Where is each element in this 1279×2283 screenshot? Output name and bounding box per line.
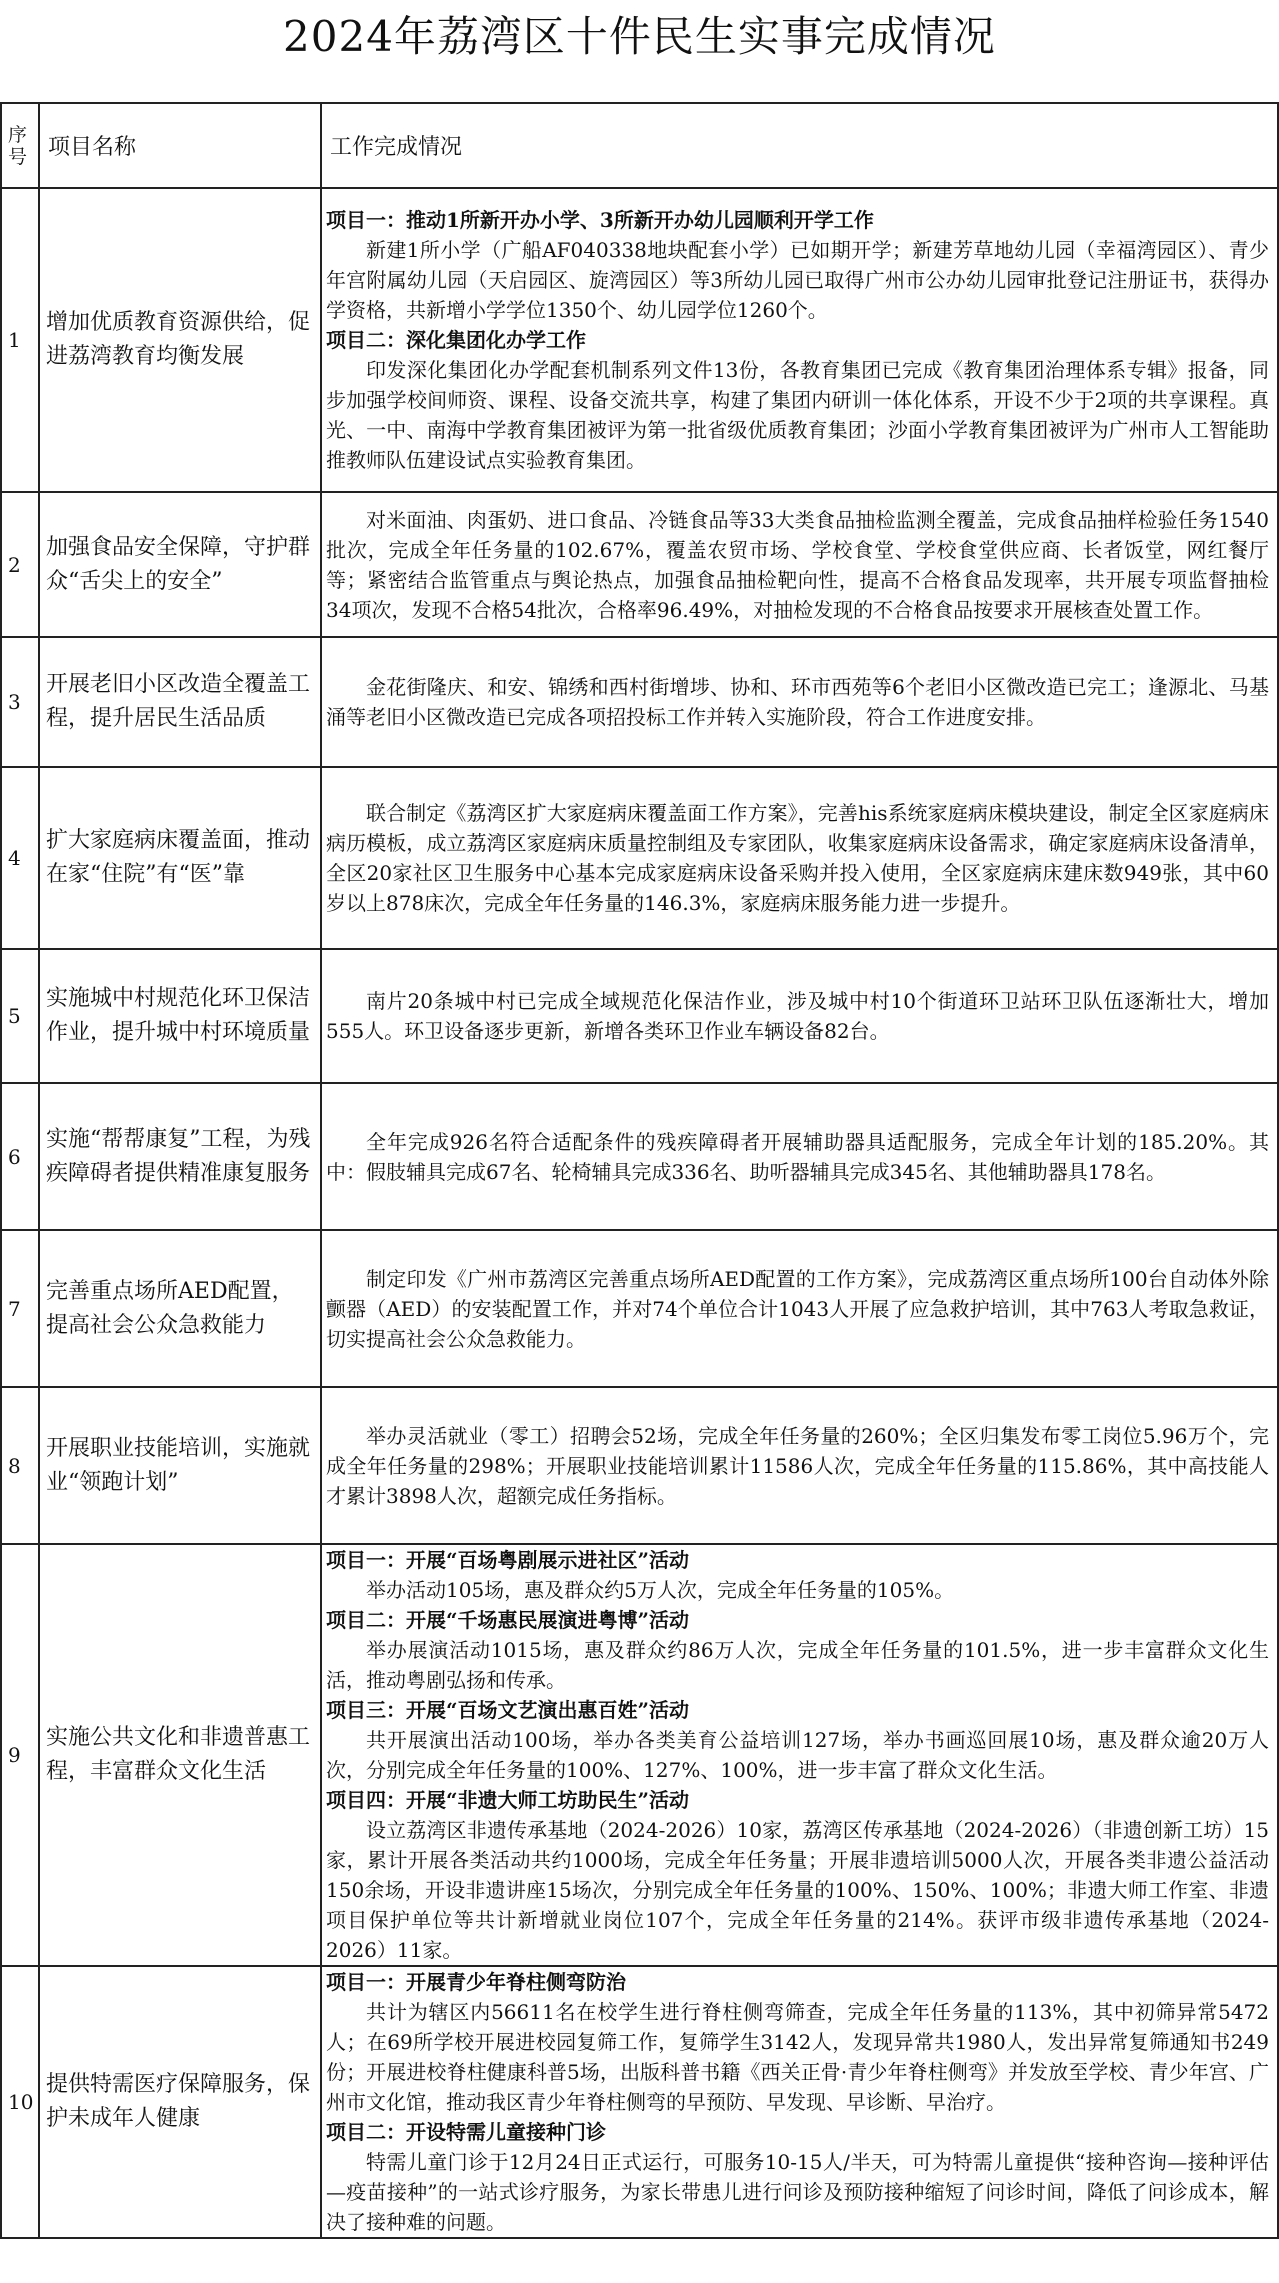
header-index: 序号 <box>1 103 39 188</box>
row-project-name: 实施城中村规范化环卫保洁作业，提升城中村环境质量 <box>39 949 321 1083</box>
work-paragraph: 举办展演活动1015场，惠及群众约86万人次，完成全年任务量的101.5%，进一步丰富群众文化生活，推动粤剧弘扬和传承。 <box>326 1638 1269 1692</box>
row-index: 5 <box>1 949 39 1083</box>
table-row <box>1 492 1278 637</box>
table-header-row <box>1 103 1278 188</box>
row-work-status <box>321 1544 1278 1966</box>
row-project-name: 增加优质教育资源供给，促进荔湾教育均衡发展 <box>39 188 321 492</box>
sub-project-heading: 项目二：开展“千场惠民展演进粤博”活动 <box>326 1608 690 1632</box>
row-index: 3 <box>1 637 39 767</box>
row-index: 7 <box>1 1230 39 1387</box>
page-title: 2024年荔湾区十件民生实事完成情况 <box>283 12 996 61</box>
work-paragraph: 举办活动105场，惠及群众约5万人次，完成全年任务量的105%。 <box>366 1578 955 1602</box>
sub-project-heading: 项目四：开展“非遗大师工坊助民生”活动 <box>326 1788 690 1812</box>
work-paragraph: 联合制定《荔湾区扩大家庭病床覆盖面工作方案》，完善his系统家庭病床模块建设，制定全区家庭病床病历模板，成立荔湾区家庭病床质量控制组及专家团队，收集家庭病床设备需求，确定家庭病床设备清单，全区20家社区卫生服务中心基本完成家庭病床设备采购并投入使用，全区家庭病床建床数949张，其中60岁以上878床次，完成全年任务量的146.3%，家庭病床服务能力进一步提升。 <box>326 801 1269 915</box>
projects-table <box>0 102 1279 2239</box>
work-paragraph: 共开展演出活动100场，举办各类美育公益培训127场，举办书画巡回展10场，惠及群众逾20万人次，分别完成全年任务量的100%、127%、100%，进一步丰富了群众文化生活。 <box>326 1728 1269 1782</box>
header-work-status: 工作完成情况 <box>321 103 1278 188</box>
table-row <box>1 767 1278 949</box>
row-project-name: 开展职业技能培训，实施就业“领跑计划” <box>39 1387 321 1544</box>
row-work-status <box>321 1083 1278 1230</box>
row-work-status <box>321 949 1278 1083</box>
work-paragraph: 南片20条城中村已完成全域规范化保洁作业，涉及城中村10个街道环卫站环卫队伍逐渐壮大，增加555人。环卫设备逐步更新，新增各类环卫作业车辆设备82台。 <box>326 989 1269 1043</box>
row-work-status <box>321 492 1278 637</box>
work-paragraph: 设立荔湾区非遗传承基地（2024-2026）10家，荔湾区传承基地（2024-2026）（非遗创新工坊）15家，累计开展各类活动共约1000场，完成全年任务量；开展非遗培训5000人次，开展各类非遗公益活动150余场，开设非遗讲座15场次，分别完成全年任务量的100%、150%、100%；非遗大师工作室、非遗项目保护单位等共计新增就业岗位107个，完成全年任务量的214%。获评市级非遗传承基地（2024-2026）11家。 <box>326 1818 1269 1962</box>
row-project-name: 开展老旧小区改造全覆盖工程，提升居民生活品质 <box>39 637 321 767</box>
table-row <box>1 949 1278 1083</box>
work-paragraph: 全年完成926名符合适配条件的残疾障碍者开展辅助器具适配服务，完成全年计划的185.20%。其中：假肢辅具完成67名、轮椅辅具完成336名、助听器辅具完成345名、其他辅助器具178名。 <box>326 1129 1269 1184</box>
sub-project-heading: 项目一：推动1所新开办小学、3所新开办幼儿园顺利开学工作 <box>326 208 874 232</box>
row-index: 2 <box>1 492 39 637</box>
work-paragraph: 举办灵活就业（零工）招聘会52场，完成全年任务量的260%；全区归集发布零工岗位5.96万个，完成全年任务量的298%；开展职业技能培训累计11586人次，完成全年任务量的115.86%，其中高技能人才累计3898人次，超额完成任务指标。 <box>326 1423 1269 1508</box>
header-project-name: 项目名称 <box>39 103 321 188</box>
row-index: 4 <box>1 767 39 949</box>
row-work-status <box>321 637 1278 767</box>
work-paragraph: 特需儿童门诊于12月24日正式运行，可服务10-15人/半天，可为特需儿童提供“接种咨询—接种评估—疫苗接种”的一站式诊疗服务，为家长带患儿进行问诊及预防接种缩短了问诊时间，降低了问诊成本，解决了接种难的问题。 <box>326 2150 1269 2234</box>
row-index: 6 <box>1 1083 39 1230</box>
row-work-status <box>321 1230 1278 1387</box>
row-index: 9 <box>1 1544 39 1966</box>
sub-project-heading: 项目三：开展“百场文艺演出惠百姓”活动 <box>326 1698 690 1722</box>
sub-project-heading: 项目二：开设特需儿童接种门诊 <box>326 2120 606 2144</box>
row-work-status <box>321 767 1278 949</box>
sub-project-heading: 项目二：深化集团化办学工作 <box>326 328 586 352</box>
row-work-status <box>321 1387 1278 1544</box>
work-paragraph: 新建1所小学（广船AF040338地块配套小学）已如期开学；新建芳草地幼儿园（幸福湾园区）、青少年宫附属幼儿园（天启园区、旋湾园区）等3所幼儿园已取得广州市公办幼儿园审批登记注册证书，获得办学资格，共新增小学学位1350个、幼儿园学位1260个。 <box>326 238 1269 322</box>
table-row <box>1 188 1278 492</box>
row-work-status <box>321 188 1278 492</box>
table-row <box>1 637 1278 767</box>
table-row <box>1 1544 1278 1966</box>
row-project-name: 完善重点场所AED配置，提高社会公众急救能力 <box>39 1230 321 1387</box>
work-paragraph: 印发深化集团化办学配套机制系列文件13份，各教育集团已完成《教育集团治理体系专辑》报备，同步加强学校间师资、课程、设备交流共享，构建了集团内研训一体化体系，开设不少于2项的共享课程。真光、一中、南海中学教育集团被评为第一批省级优质教育集团；沙面小学教育集团被评为广州市人工智能助推教师队伍建设试点实验教育集团。 <box>326 358 1269 472</box>
row-work-status <box>321 1966 1278 2238</box>
sub-project-heading: 项目一：开展青少年脊柱侧弯防治 <box>326 1970 626 1994</box>
work-paragraph: 共计为辖区内56611名在校学生进行脊柱侧弯筛查，完成全年任务量的113%，其中初筛异常5472人；在69所学校开展进校园复筛工作，复筛学生3142人，发现异常共1980人，发出异常复筛通知书249份；开展进校脊柱健康科普5场，出版科普书籍《西关正骨·青少年脊柱侧弯》并发放至学校、青少年宫、广州市文化馆，推动我区青少年脊柱侧弯的早预防、早发现、早诊断、早治疗。 <box>326 2000 1269 2114</box>
row-project-name: 扩大家庭病床覆盖面，推动在家“住院”有“医”靠 <box>39 767 321 949</box>
row-project-name: 实施公共文化和非遗普惠工程，丰富群众文化生活 <box>39 1544 321 1966</box>
row-project-name: 实施“帮帮康复”工程，为残疾障碍者提供精准康复服务 <box>39 1083 321 1230</box>
table-row <box>1 1387 1278 1544</box>
row-index: 1 <box>1 188 39 492</box>
table-row <box>1 1083 1278 1230</box>
work-paragraph: 对米面油、肉蛋奶、进口食品、冷链食品等33大类食品抽检监测全覆盖，完成食品抽样检验任务1540批次，完成全年任务量的102.67%，覆盖农贸市场、学校食堂、学校食堂供应商、长者饭堂，网红餐厅等；紧密结合监管重点与舆论热点，加强食品抽检靶向性，提高不合格食品发现率，共开展专项监督抽检34项次，发现不合格54批次，合格率96.49%，对抽检发现的不合格食品按要求开展核查处置工作。 <box>326 507 1269 622</box>
row-index: 8 <box>1 1387 39 1544</box>
row-index: 10 <box>1 1966 39 2238</box>
row-project-name: 加强食品安全保障，守护群众“舌尖上的安全” <box>39 492 321 637</box>
sub-project-heading: 项目一：开展“百场粤剧展示进社区”活动 <box>326 1548 690 1572</box>
table-body <box>1 188 1278 2238</box>
work-paragraph: 制定印发《广州市荔湾区完善重点场所AED配置的工作方案》，完成荔湾区重点场所100台自动体外除颤器（AED）的安装配置工作，并对74个单位合计1043人开展了应急救护培训，其中763人考取急救证，切实提高社会公众急救能力。 <box>326 1266 1269 1351</box>
table-row <box>1 1230 1278 1387</box>
work-paragraph: 金花街隆庆、和安、锦绣和西村街增埗、协和、环市西苑等6个老旧小区微改造已完工；逢源北、马基涌等老旧小区微改造已完成各项招投标工作并转入实施阶段，符合工作进度安排。 <box>326 675 1269 729</box>
table-row <box>1 1966 1278 2238</box>
row-project-name: 提供特需医疗保障服务，保护未成年人健康 <box>39 1966 321 2238</box>
